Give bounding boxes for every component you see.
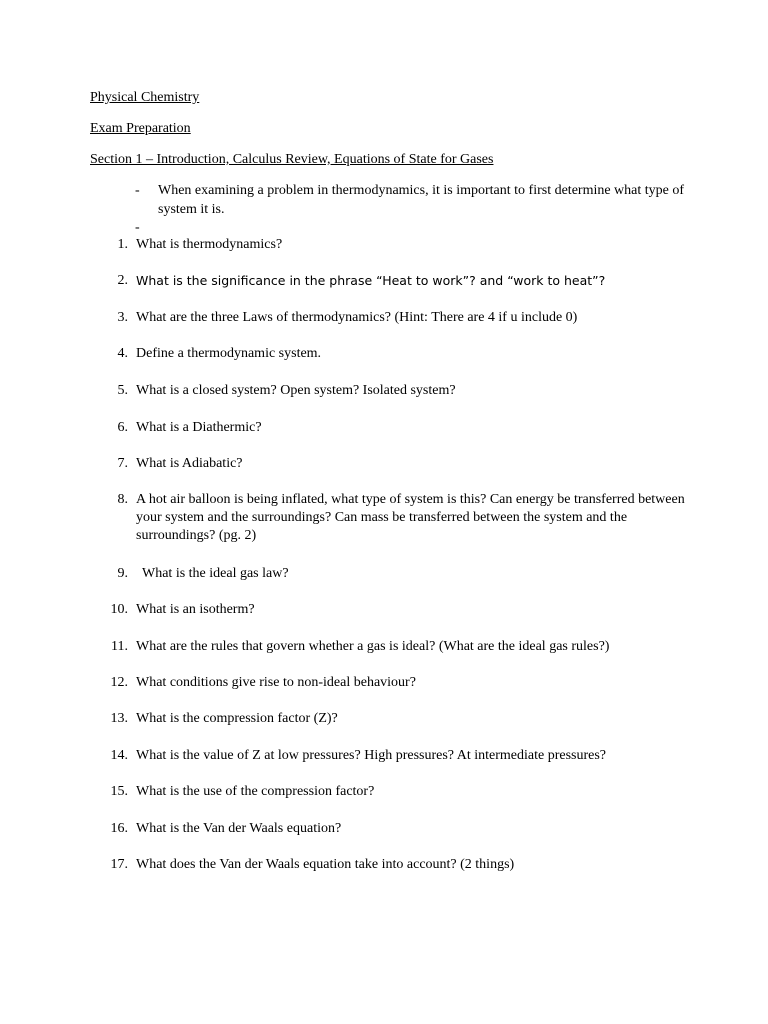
question-number: 9.: [117, 566, 128, 581]
question-text: What is an isotherm?: [136, 602, 255, 617]
question-item: [90, 747, 690, 765]
question-number: 7.: [117, 456, 128, 471]
question-item: [90, 272, 690, 290]
question-number: 6.: [117, 420, 128, 435]
exam-subtitle: Exam Preparation: [90, 121, 191, 136]
question-item: [90, 674, 690, 692]
question-item: [90, 236, 690, 254]
question-item: [90, 491, 690, 545]
section-heading: Section 1 – Introduction, Calculus Review, Equations of State for Gases: [90, 152, 494, 167]
question-text: What is a closed system? Open system? Isolated system?: [136, 383, 456, 398]
question-number: 4.: [117, 346, 128, 361]
question-item: [90, 345, 690, 363]
question-text: What is the compression factor (Z)?: [136, 711, 338, 726]
question-number: 14.: [110, 748, 128, 763]
question-text: A hot air balloon is being inflated, what type of system is this? Can energy be transferred between your system and the surroundings? Can mass be transferred between the system and the surroundings? (pg. 2): [136, 492, 685, 543]
question-item: [90, 382, 690, 400]
question-item: [90, 419, 690, 437]
question-item: [90, 455, 690, 473]
question-text: What is the ideal gas law?: [142, 566, 289, 581]
question-number: 1.: [117, 237, 128, 252]
question-number: 11.: [111, 639, 128, 654]
question-number: 8.: [117, 492, 128, 507]
bullet-marker: -: [135, 220, 140, 235]
course-title: Physical Chemistry: [90, 90, 200, 105]
question-item: [90, 783, 690, 801]
question-text: What is the use of the compression factor?: [136, 784, 375, 799]
question-number: 16.: [110, 821, 128, 836]
question-number: 3.: [117, 310, 128, 325]
question-text: What is thermodynamics?: [136, 237, 283, 252]
question-item: [90, 601, 690, 619]
question-item: [90, 820, 690, 838]
question-item: [90, 309, 690, 327]
question-item: [90, 565, 690, 583]
question-number: 17.: [110, 857, 128, 872]
bullet-item: [135, 181, 695, 219]
question-item: [90, 856, 690, 874]
question-text: Define a thermodynamic system.: [136, 346, 322, 361]
question-text: What conditions give rise to non-ideal behaviour?: [136, 675, 416, 690]
question-number: 12.: [110, 675, 128, 690]
question-text: What is Adiabatic?: [136, 456, 243, 471]
question-text: What is the significance in the phrase “Heat to work”? and “work to heat”?: [136, 273, 606, 288]
question-item: [90, 710, 690, 728]
question-text: What is the value of Z at low pressures? High pressures? At intermediate pressures?: [136, 748, 607, 763]
question-item: [90, 638, 690, 656]
question-number: 2.: [117, 273, 128, 288]
question-text: What are the rules that govern whether a gas is ideal? (What are the ideal gas rules?): [136, 639, 610, 654]
question-number: 15.: [110, 784, 128, 799]
question-text: What is the Van der Waals equation?: [136, 821, 342, 836]
bullet-marker: -: [135, 183, 140, 198]
question-number: 5.: [117, 383, 128, 398]
bullet-text: When examining a problem in thermodynamics, it is important to first determine what type of system it is.: [158, 183, 685, 217]
question-number: 13.: [110, 711, 128, 726]
question-text: What does the Van der Waals equation take into account? (2 things): [136, 857, 515, 872]
question-text: What are the three Laws of thermodynamics? (Hint: There are 4 if u include 0): [136, 310, 578, 325]
question-number: 10.: [110, 602, 128, 617]
question-text: What is a Diathermic?: [136, 420, 262, 435]
